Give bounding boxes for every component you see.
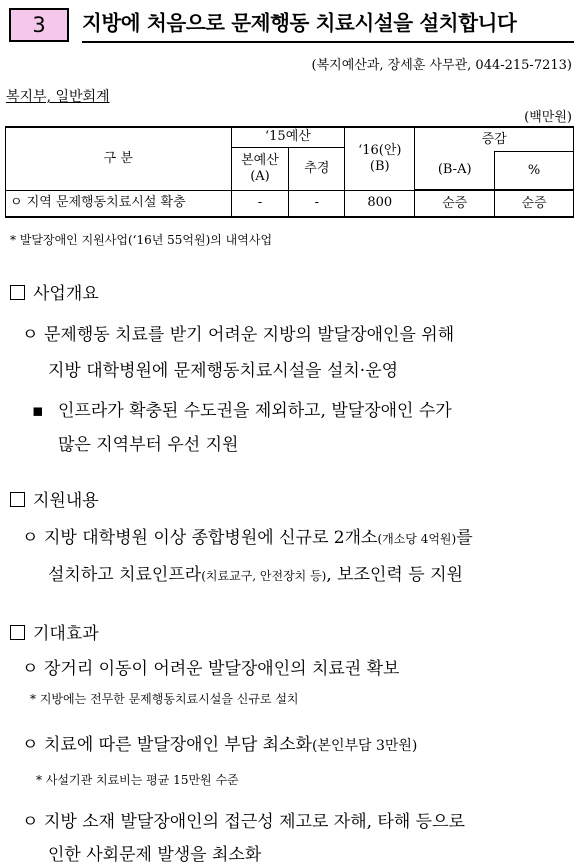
section-heading-support: 지원내용 [10,486,99,511]
header-diff-ba: (B-A) [415,152,495,191]
page-title: 지방에 처음으로 문제행동 치료시설을 설치합니다 [82,7,574,43]
section-heading-overview: 사업개요 [10,279,99,304]
header-base: 본예산 (A) [231,147,289,190]
row-2016: 800 [345,190,415,217]
row-supp: - [289,190,345,217]
header-diff: 증감 [415,127,574,152]
header-supp: 추경 [289,147,345,190]
bullet-item: ㅇ 지방 소재 발달장애인의 접근성 제고로 자해, 타해 등으로 [22,808,465,837]
table-footnote: * 발달장애인 지원사업(‘16년 55억원)의 내역사업 [10,233,273,247]
circle-bullet-icon: ㅇ [22,659,39,679]
bullet-continuation: 지방 대학병원에 문제행동치료시설을 설치·운영 [48,361,399,381]
checkbox-square-icon [10,625,25,640]
sub-bullet-continuation: 많은 지역부터 우선 지원 [58,435,239,455]
circle-bullet-icon: ㅇ [22,812,39,832]
note-text: * 사설기관 치료비는 평균 15만원 수준 [36,773,239,787]
table-header-row [6,127,574,147]
circle-bullet-icon: ㅇ [22,528,39,548]
header-gubun: 구 분 [6,127,232,190]
table-row [6,190,574,217]
bullet-item: ㅇ 장거리 이동이 어려운 발달장애인의 치료권 확보 [22,655,399,684]
section-heading-effects: 기대효과 [10,619,99,644]
row-diff: 순증 [415,190,495,217]
row-pct: 순증 [495,190,574,217]
bullet-continuation: 인한 사회문제 발생을 최소화 [48,845,262,865]
circle-bullet-icon: ㅇ [22,325,39,345]
department-label: 복지부, 일반회계 [6,89,110,105]
section-number-badge: 3 [9,8,69,42]
bullet-item: ㅇ 문제행동 치료를 받기 어려운 지방의 발달장애인을 위해 [22,321,454,350]
row-base: - [231,190,289,217]
source-info: (복지예산과, 장세훈 사무관, 044-215-7213) [311,58,572,73]
note-text: * 지방에는 전무한 문제행동치료시설을 신규로 설치 [30,692,299,706]
header-2015-budget: ‘15예산 [231,127,345,147]
header-2016: ‘16(안) (B) [345,127,415,190]
budget-table [5,126,574,218]
bullet-item: ㅇ 치료에 따른 발달장애인 부담 최소화(본인부담 3만원) [22,731,417,761]
unit-label: (백만원) [524,110,572,125]
circle-bullet-icon: ㅇ [22,735,39,755]
checkbox-square-icon [10,492,25,507]
square-bullet-icon: ▪ [32,401,44,421]
title-bar [6,6,574,46]
row-label: ㅇ 지역 문제행동치료시설 확충 [6,190,232,217]
sub-bullet-item: ▪ 인프라가 확충된 수도권을 제외하고, 발달장애인 수가 [32,397,452,426]
bullet-continuation: 설치하고 치료인프라(치료교구, 안전장치 등), 보조인력 등 지원 [48,565,463,585]
bullet-item: ㅇ 지방 대학병원 이상 종합병원에 신규로 2개소(개소당 4억원)를 [22,524,473,554]
header-pct: % [495,152,574,191]
checkbox-square-icon [10,285,25,300]
